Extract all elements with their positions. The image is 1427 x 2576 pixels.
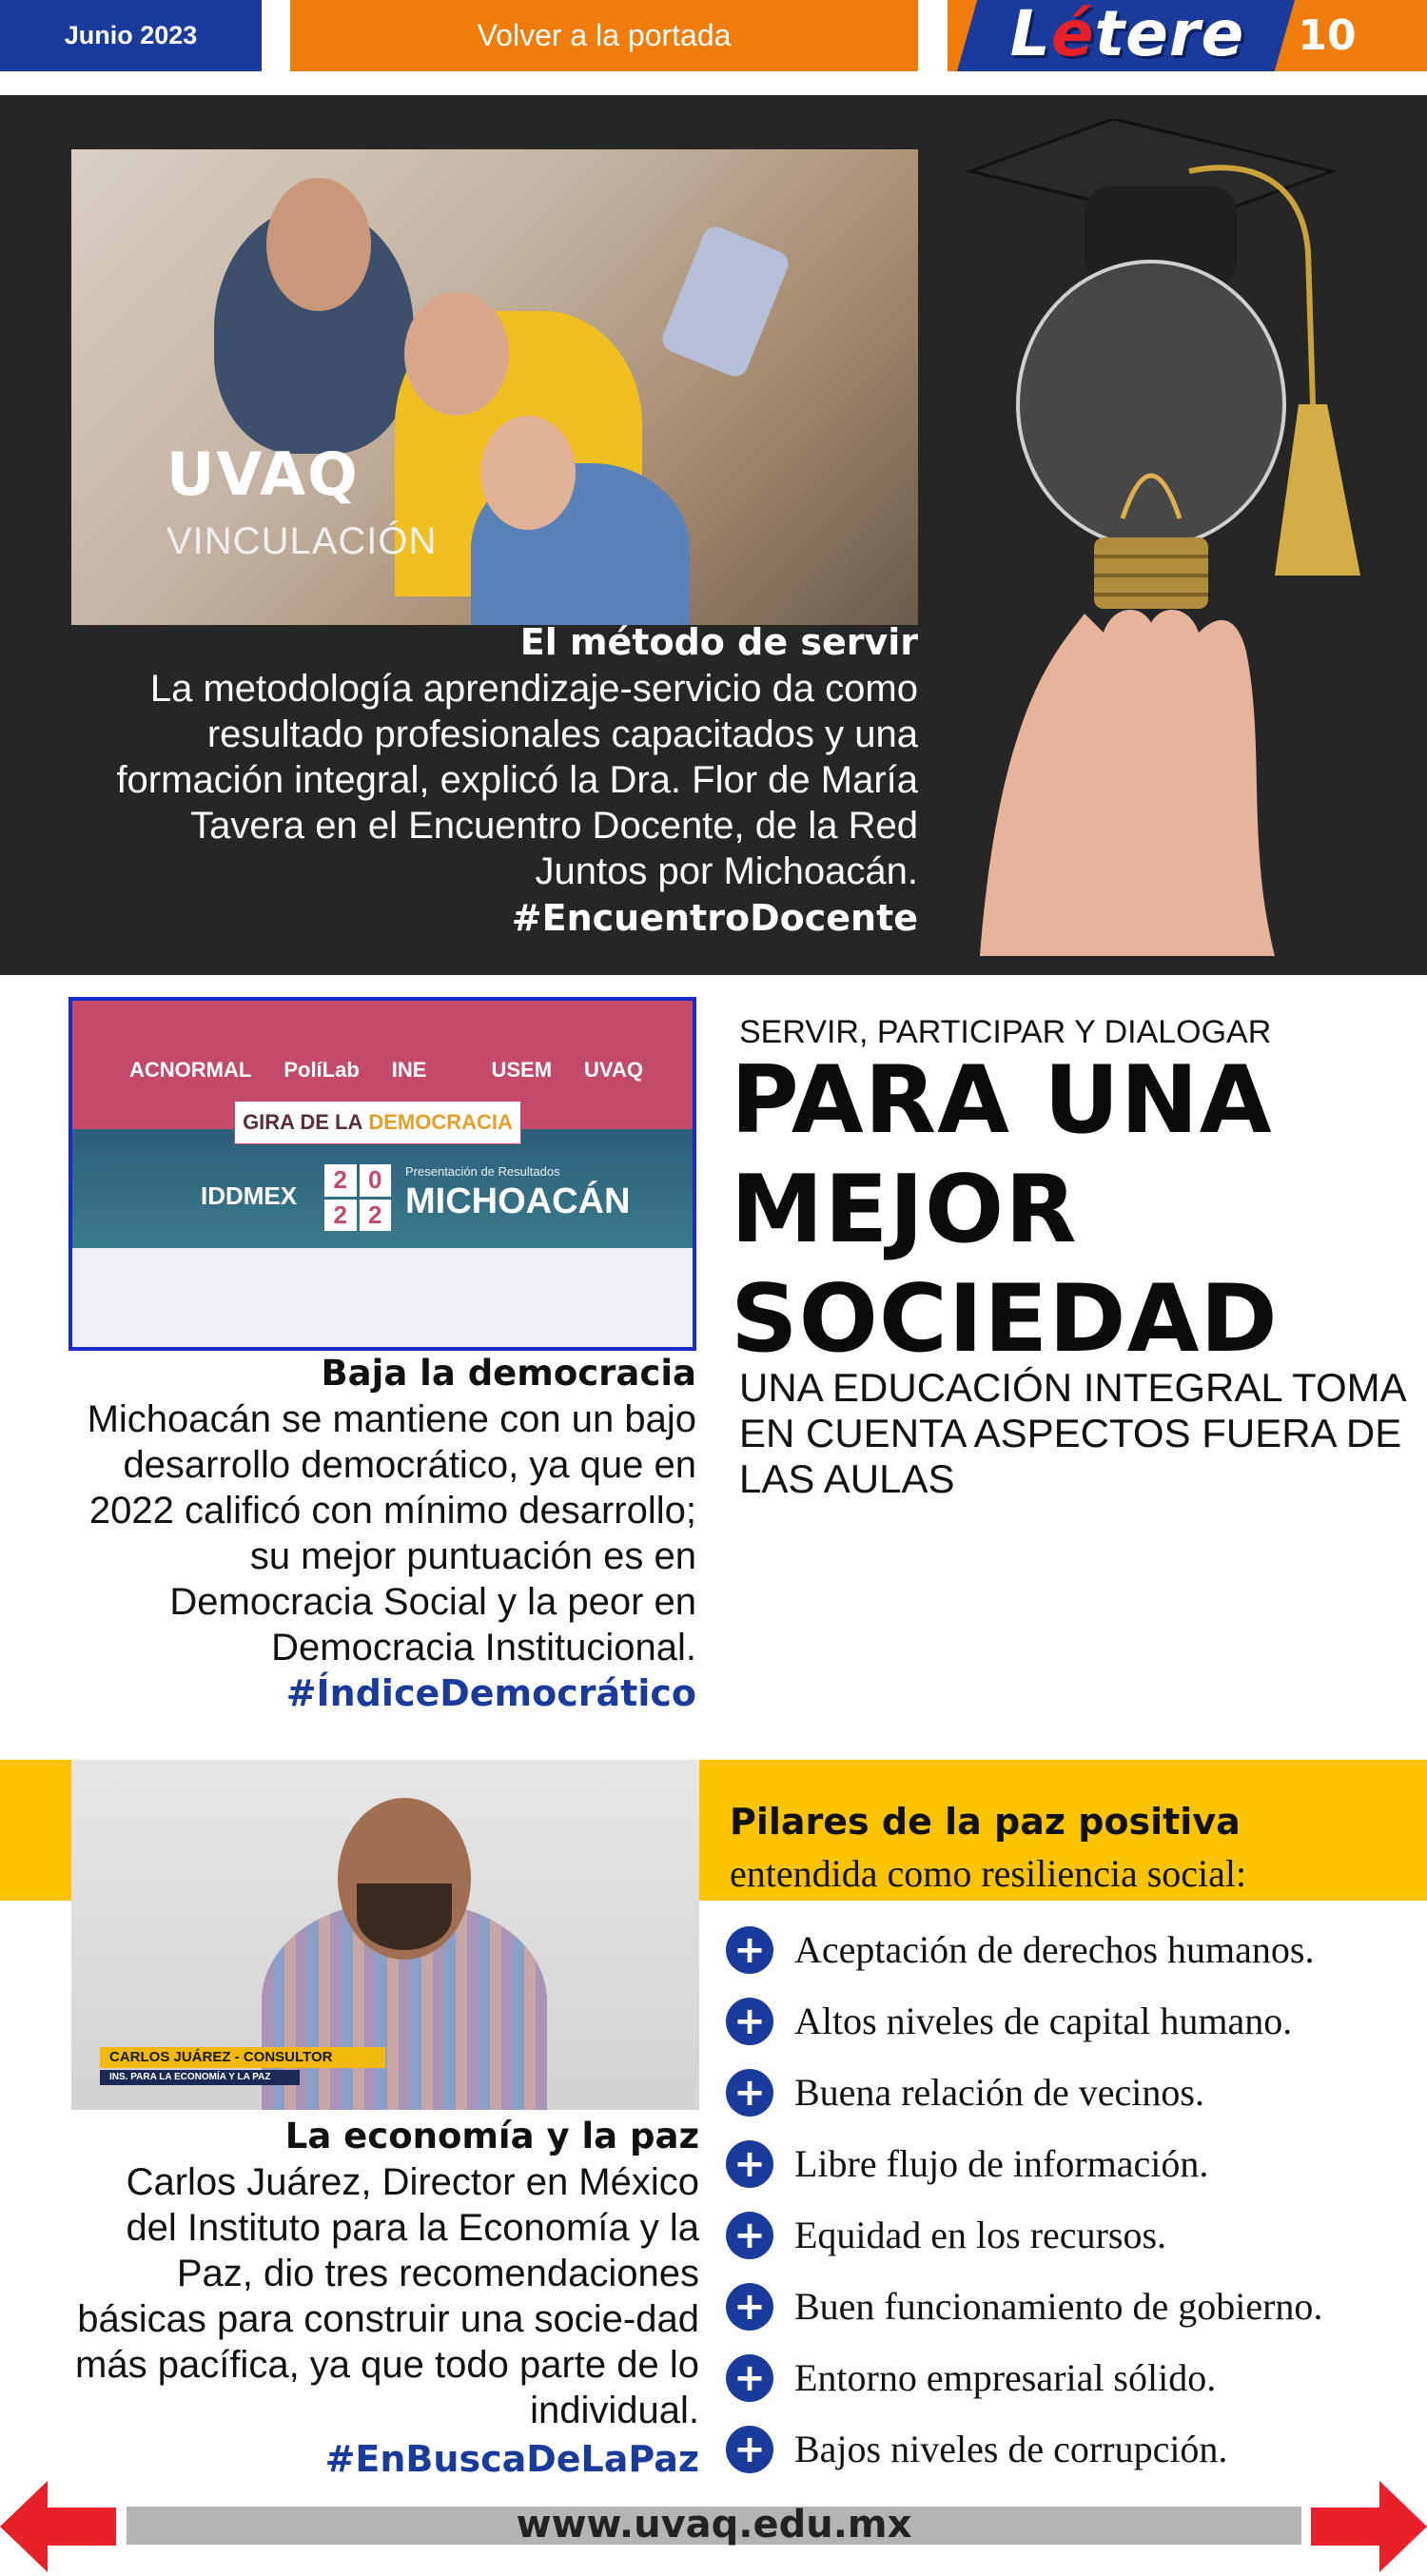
year-digit: 2: [324, 1164, 357, 1197]
plus-icon: +: [726, 2426, 773, 2473]
list-item: [726, 2271, 1427, 2342]
page-number: 10: [1298, 11, 1357, 60]
issue-date: Junio 2023: [0, 0, 262, 71]
list-item: [726, 2413, 1427, 2485]
student-2-head: [404, 292, 509, 416]
economy-article-body: Carlos Juárez, Director en México del Instituto para la Economía y la Paz, dio tres recomendaciones básicas para construir una socie-dad más pacífica, ya que todo parte de lo individual.: [75, 2161, 699, 2431]
next-page-arrow-icon[interactable]: [1311, 2481, 1427, 2572]
partner-logo: PolíLab: [283, 1058, 360, 1082]
partner-logo: INE: [391, 1058, 427, 1082]
economy-hashtag-link[interactable]: #EnBuscaDeLaPaz: [324, 2438, 699, 2480]
hero-hashtag-link[interactable]: #EncuentroDocente: [511, 897, 918, 939]
list-item: [726, 2128, 1427, 2199]
uvaq-watermark: UVAQ: [166, 439, 360, 509]
list-item: [726, 2057, 1427, 2128]
plus-icon: +: [726, 2354, 773, 2402]
logo-letter-l: L: [1009, 0, 1051, 70]
image-bottom-band: [72, 1248, 693, 1351]
list-item: [726, 2342, 1427, 2413]
plus-icon: +: [726, 2212, 773, 2259]
year-digit: 2: [360, 1200, 392, 1232]
list-item: [726, 1985, 1427, 2057]
vinculacion-watermark: VINCULACIÓN: [166, 520, 438, 562]
previous-page-arrow-icon[interactable]: [0, 2481, 116, 2572]
year-digit: 2: [324, 1200, 357, 1232]
student-3-head: [480, 416, 576, 530]
pillars-subtitle: entendida como resiliencia social:: [730, 1852, 1247, 1895]
gira-democracia-label: [234, 1101, 521, 1144]
pillar-text: Buen funcionamiento de gobierno.: [794, 2285, 1323, 2328]
democracy-article-title: Baja la democracia: [321, 1353, 696, 1394]
pillar-text: Entorno empresarial sólido.: [794, 2356, 1217, 2399]
students-selfie-photo[interactable]: [71, 149, 918, 625]
video-lower-third: CARLOS JUÁREZ - CONSULTOR: [100, 2047, 385, 2068]
headline-line: SOCIEDAD: [731, 1265, 1279, 1374]
back-to-cover-link[interactable]: Volver a la portada: [290, 0, 918, 71]
plus-icon: +: [726, 2283, 773, 2331]
headline-line: MEJOR: [731, 1156, 1078, 1264]
state-label: MICHOACÁN: [405, 1181, 631, 1221]
plus-icon: +: [726, 1926, 773, 1974]
list-item: [726, 2199, 1427, 2271]
feature-deck: UNA EDUCACIÓN INTEGRAL TOMA EN CUENTA ASPECTOS FUERA DE LAS AULAS: [739, 1365, 1405, 1501]
video-lower-third-sub: INS. PARA LA ECONOMÍA Y LA PAZ: [100, 2070, 300, 2085]
hero-article-title: El método de servir: [519, 621, 918, 663]
year-digit: 0: [360, 1164, 392, 1197]
pillar-text: Libre flujo de información.: [794, 2142, 1209, 2185]
partner-logos: [129, 1058, 643, 1083]
iddmex-label: IDDMEX: [201, 1181, 298, 1210]
phone-shape: [658, 223, 792, 380]
hero-article-body: La metodología aprendizaje-servicio da como resultado profesionales capacitados y una formación integral, explicó la Dra. Flor de María Tavera en el Encuentro Docente, de la Red Juntos por Michoacán.: [116, 668, 918, 892]
headline-line: PARA UNA: [731, 1046, 1273, 1155]
plus-icon: +: [726, 1998, 773, 2045]
logo-letter-e-accent: é: [1050, 0, 1095, 70]
democracy-article-body: Michoacán se mantiene con un bajo desarrollo democrático, ya que en 2022 calificó con mínimo desarrollo; su mejor puntuación es en Democracia Social y la peor en Democracia Institucional.: [87, 1398, 696, 1669]
partner-logo: UVAQ: [584, 1058, 643, 1082]
lightbulb-graduation-cap-illustration: [961, 119, 1408, 956]
speaker-beard: [357, 1883, 452, 1950]
economy-article-title: La economía y la paz: [284, 2116, 699, 2156]
pillars-title: Pilares de la paz positiva: [730, 1801, 1241, 1843]
student-1-head: [266, 178, 371, 311]
gira-prefix: GIRA DE LA: [243, 1110, 363, 1134]
pillar-text: Bajos niveles de corrupción.: [794, 2428, 1228, 2470]
democracy-tour-image[interactable]: [68, 997, 696, 1351]
website-link[interactable]: www.uvaq.edu.mx: [516, 2503, 912, 2547]
pillars-list: [726, 1914, 1427, 2485]
partner-logo: ACNORMAL: [129, 1058, 252, 1082]
pillar-text: Equidad en los recursos.: [794, 2214, 1167, 2256]
letere-logo: [961, 0, 1294, 72]
feature-headline: [731, 1046, 1416, 1375]
year-badge: [324, 1164, 391, 1231]
gira-word: DEMOCRACIA: [368, 1110, 513, 1134]
list-item: [726, 1914, 1427, 1985]
partner-logo: USEM: [491, 1058, 553, 1082]
plus-icon: +: [726, 2069, 773, 2117]
logo-rest: tere: [1094, 0, 1245, 70]
economy-video-still[interactable]: [71, 1760, 699, 2110]
plus-icon: +: [726, 2140, 773, 2188]
democracy-hashtag-link[interactable]: #ÍndiceDemocrático: [285, 1672, 696, 1714]
pillar-text: Aceptación de derechos humanos.: [794, 1928, 1315, 1971]
pillar-text: Buena relación de vecinos.: [794, 2071, 1204, 2114]
feature-kicker: SERVIR, PARTICIPAR Y DIALOGAR: [739, 1014, 1272, 1050]
pillar-text: Altos niveles de capital humano.: [794, 2000, 1293, 2042]
results-subcaption: Presentación de Resultados: [405, 1164, 560, 1179]
